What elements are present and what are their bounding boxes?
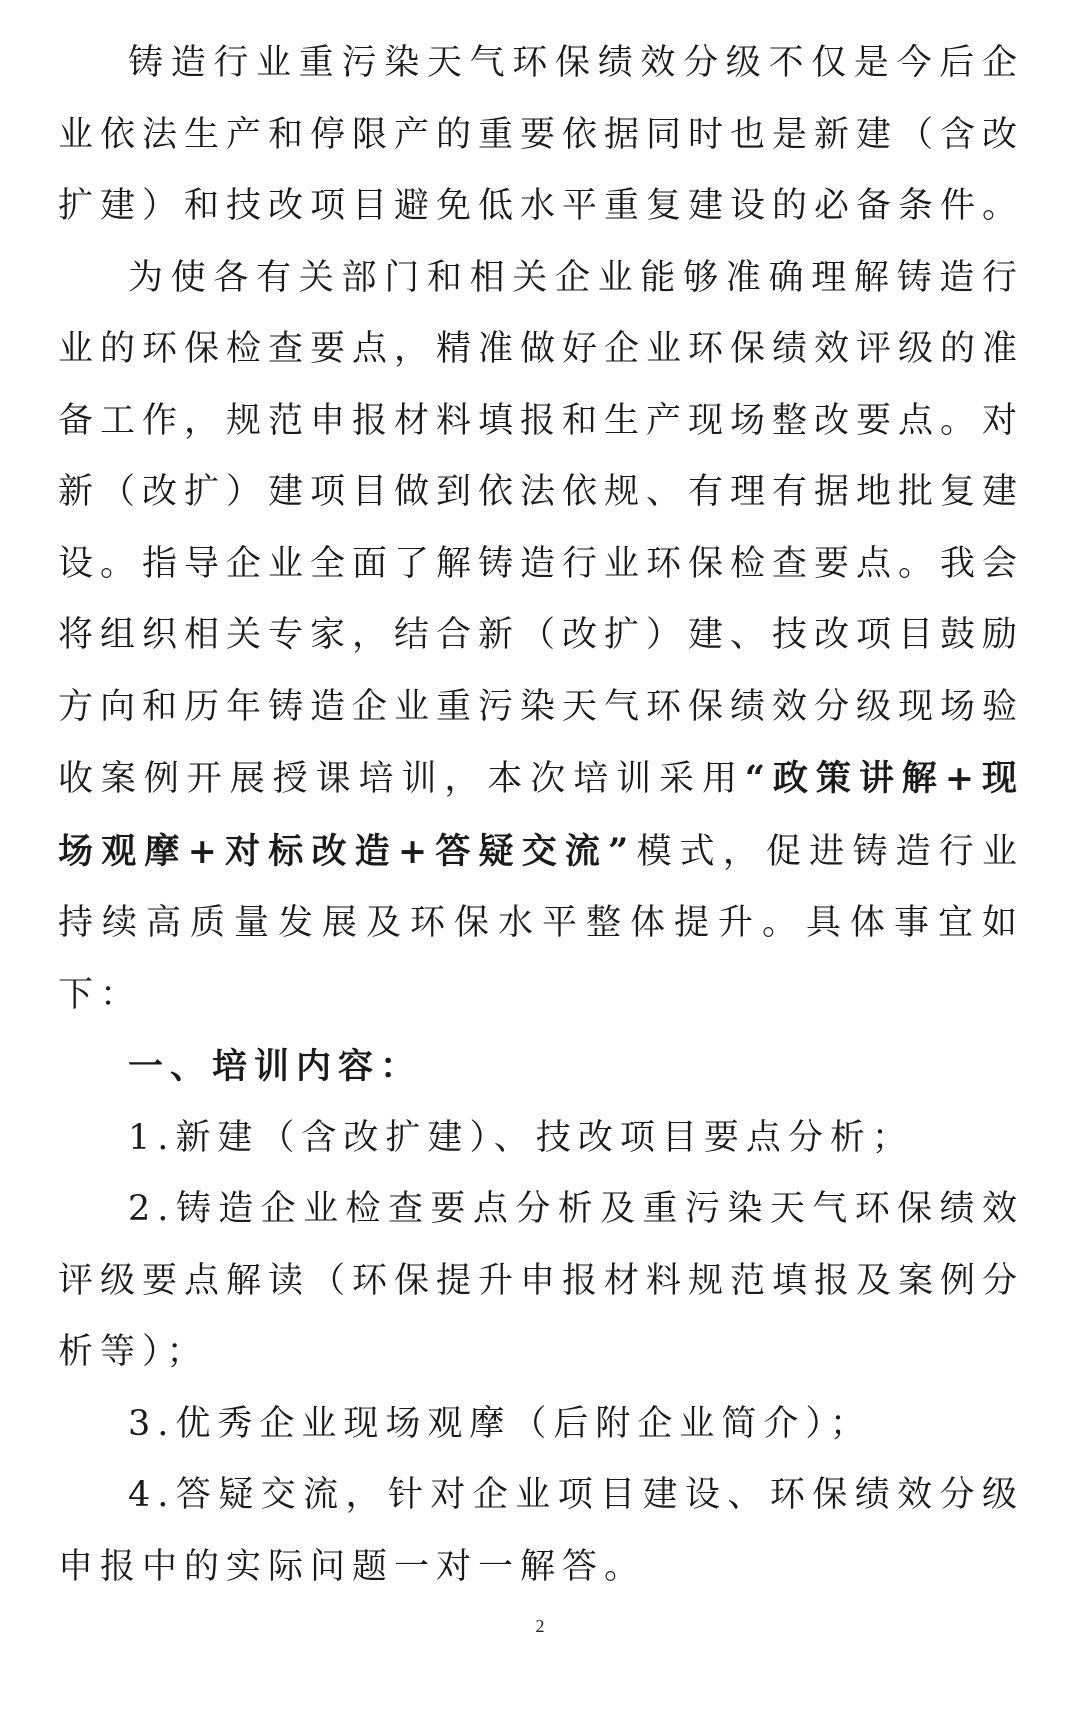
list-item-1: 1.新建（含改扩建）、技改项目要点分析； (128, 1117, 914, 1158)
training-mode-emphasis: “政策讲解+现场观摩+对标改造+答疑交流” (58, 758, 1024, 872)
purpose-text-start: 为使各有关部门和相关企业能够准确理解铸造行业的环保检查要点，精准做好企业环保绩效评级的准备工作，规范申报材料填报和生产现场整改要点。对新（改扩）建项目做到依法依规、有理有据地批复建设。指导企业全面了解铸造行业环保检查要点。我会将组织相关专家，结合新（改扩）建、技改项目鼓励方向和历年铸造企业重污染天气环保绩效分级现场验收案例开展授课培训，本次培训采用 (58, 257, 1025, 799)
document-body (58, 28, 1024, 1603)
paragraph-intro: 铸造行业重污染天气环保绩效分级不仅是今后企业依法生产和停限产的重要依据同时也是新建（含改扩建）和技改项目避免低水平重复建设的必备条件。 (58, 43, 1025, 226)
list-item-3: 3.优秀企业现场观摩（后附企业简介）； (128, 1403, 872, 1444)
list-item-2: 2.铸造企业检查要点分析及重污染天气环保绩效评级要点解读（环保提升申报材料规范填报及案例分析等）； (58, 1189, 1025, 1372)
list-item-4: 4.答疑交流，针对企业项目建设、环保绩效分级申报中的实际问题一对一解答。 (58, 1475, 1024, 1587)
purpose-text-end: 模式，促进铸造行业持续高质量发展及环保水平整体提升。具体事宜如下： (58, 831, 1024, 1015)
paragraph-purpose (58, 243, 1024, 1032)
page-number: 2 (535, 1616, 545, 1636)
section-heading-training-content: 一、培训内容： (128, 1046, 423, 1087)
